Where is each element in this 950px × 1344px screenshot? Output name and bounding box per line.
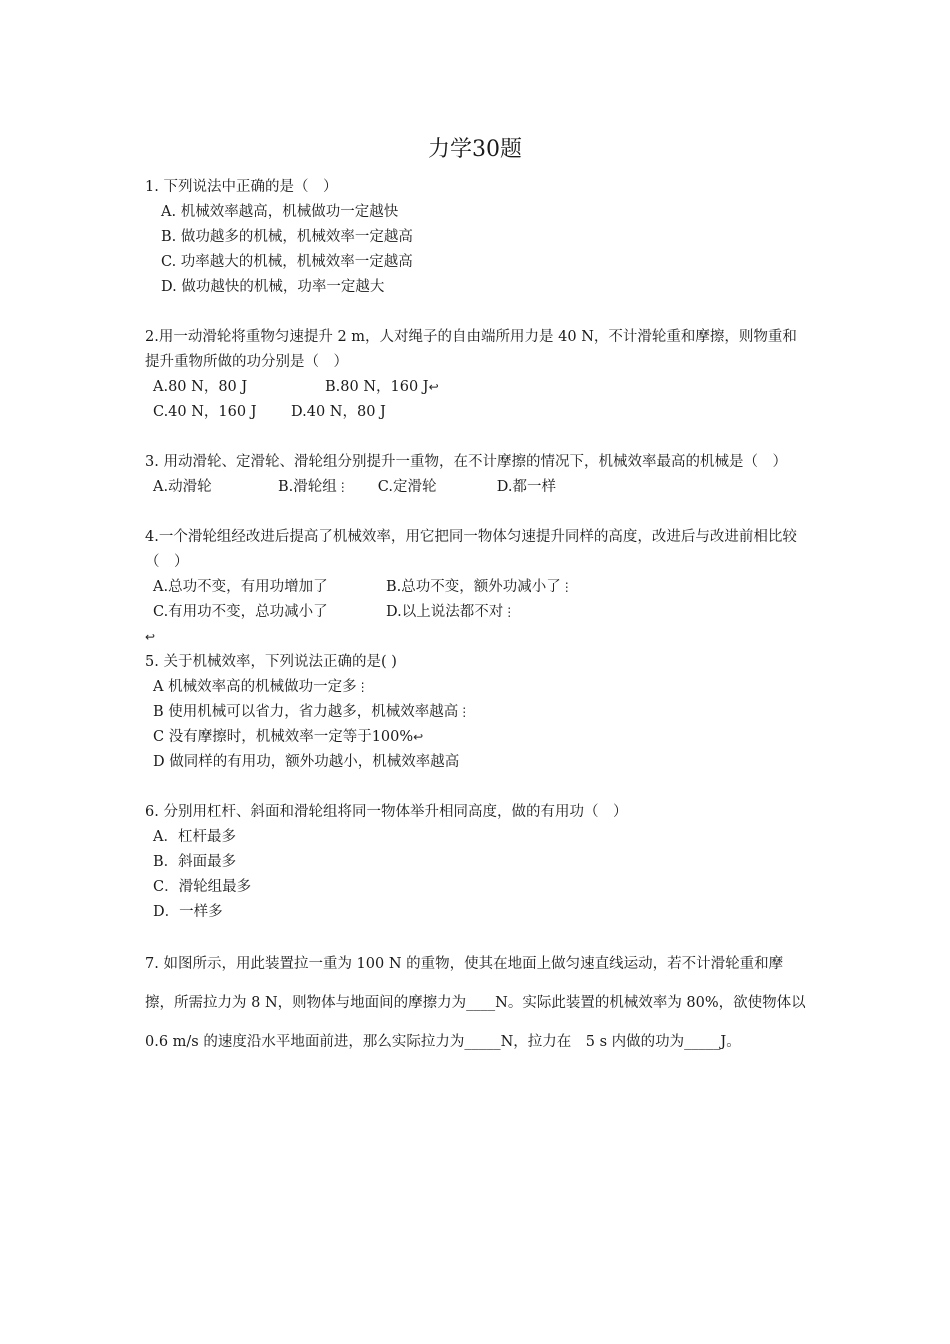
question-5-option-a (145, 675, 810, 700)
question-4-stem: 4.一个滑轮组经改进后提高了机械效率，用它把同一物体匀速提升同样的高度，改进后与改进前相比较（ ） (145, 529, 797, 570)
spacer (145, 500, 810, 525)
scan-mark-icon: ⋮ (336, 480, 349, 494)
page-title: 力学30题 (428, 137, 522, 162)
spacer (145, 925, 810, 945)
question-2-option-c: C.40 N，160 J (153, 404, 257, 420)
spacer (145, 775, 810, 800)
question-1-option-b: B. 做功越多的机械，机械效率一定越高 (161, 229, 413, 245)
question-2-options-row-2 (145, 400, 810, 425)
question-6-option-c: C．滑轮组最多 (153, 879, 252, 895)
question-5-option-c-text: C 没有摩擦时，机械效率一定等于100% (153, 729, 414, 745)
question-1-option-c: C. 功率越大的机械，机械效率一定越高 (161, 254, 413, 270)
question-4-option-d: D.以上说法都不对 (386, 604, 504, 620)
question-3-option-b: B.滑轮组 (278, 479, 337, 495)
question-5-option-a-text: A 机械效率高的机械做功一定多 (153, 679, 357, 695)
question-1-stem: 1. 下列说法中正确的是（ ） (145, 179, 338, 195)
question-list (145, 175, 810, 1062)
scan-mark-icon: ↩ (413, 730, 424, 744)
scan-mark-icon: ↩ (145, 630, 156, 644)
question-3-options-row (145, 475, 810, 500)
question-4-option-c: C.有用功不变，总功减小了 (153, 604, 328, 620)
question-3-option-c: C.定滑轮 (377, 479, 437, 495)
question-2-option-d: D.40 N，80 J (291, 404, 386, 420)
question-2-stem: 2.用一动滑轮将重物匀速提升 2 m，人对绳子的自由端所用力是 40 N，不计滑轮重和摩擦，则物重和提升重物所做的功分别是（ ） (145, 329, 797, 370)
scan-mark-row (145, 625, 810, 650)
scan-mark-icon: ⋮ (503, 605, 516, 619)
question-4-option-b: B.总功不变，额外功减小了 (386, 579, 561, 595)
question-6-option-b: B．斜面最多 (153, 854, 237, 870)
question-3-option-a: A.动滑轮 (153, 479, 212, 495)
question-2-option-a: A.80 N，80 J (153, 379, 248, 395)
question-3-stem: 3. 用动滑轮、定滑轮、滑轮组分别提升一重物，在不计摩擦的情况下，机械效率最高的机械是（ ） (145, 454, 787, 470)
question-4-options-row-2 (145, 600, 810, 625)
scan-mark-icon: ⋮ (458, 705, 471, 719)
question-4-option-a: A.总功不变，有用功增加了 (153, 579, 328, 595)
question-7-text: 7. 如图所示，用此装置拉一重为 100 N 的重物，使其在地面上做匀速直线运动，若不计滑轮重和摩擦，所需拉力为 8 N，则物体与地面间的摩擦力为____N。实际此装置的机械效率为 80%，欲使物体以 0.6 m/s 的速度沿水平地面前进，那么实际拉力为_____N，拉力在 5 s 内做的功为_____J。 (145, 956, 806, 1050)
spacer (145, 425, 810, 450)
spacer (145, 300, 810, 325)
question-6-option-d: D．一样多 (153, 904, 223, 920)
question-2-option-b: B.80 N，160 J (325, 379, 429, 395)
scan-mark-icon: ↩ (428, 380, 439, 394)
question-6-stem: 6. 分别用杠杆、斜面和滑轮组将同一物体举升相同高度，做的有用功（ ） (145, 804, 628, 820)
scan-mark-icon: ⋮ (560, 580, 573, 594)
question-5-stem: 5. 关于机械效率，下列说法正确的是( ) (145, 654, 397, 670)
question-5-option-d: D 做同样的有用功，额外功越小，机械效率越高 (153, 754, 460, 770)
question-3-option-d: D.都一样 (496, 479, 556, 495)
question-1-option-d: D. 做功越快的机械，功率一定越大 (161, 279, 385, 295)
question-5-option-b-text: B 使用机械可以省力，省力越多，机械效率越高 (153, 704, 459, 720)
question-5-option-c (145, 725, 810, 750)
scan-mark-icon: ⋮ (356, 680, 369, 694)
question-5-option-b (145, 700, 810, 725)
question-4-options-row-1 (145, 575, 810, 600)
question-2-options-row-1 (145, 375, 810, 400)
question-6-option-a: A．杠杆最多 (153, 829, 236, 845)
question-1-option-a: A. 机械效率越高，机械做功一定越快 (161, 204, 399, 220)
